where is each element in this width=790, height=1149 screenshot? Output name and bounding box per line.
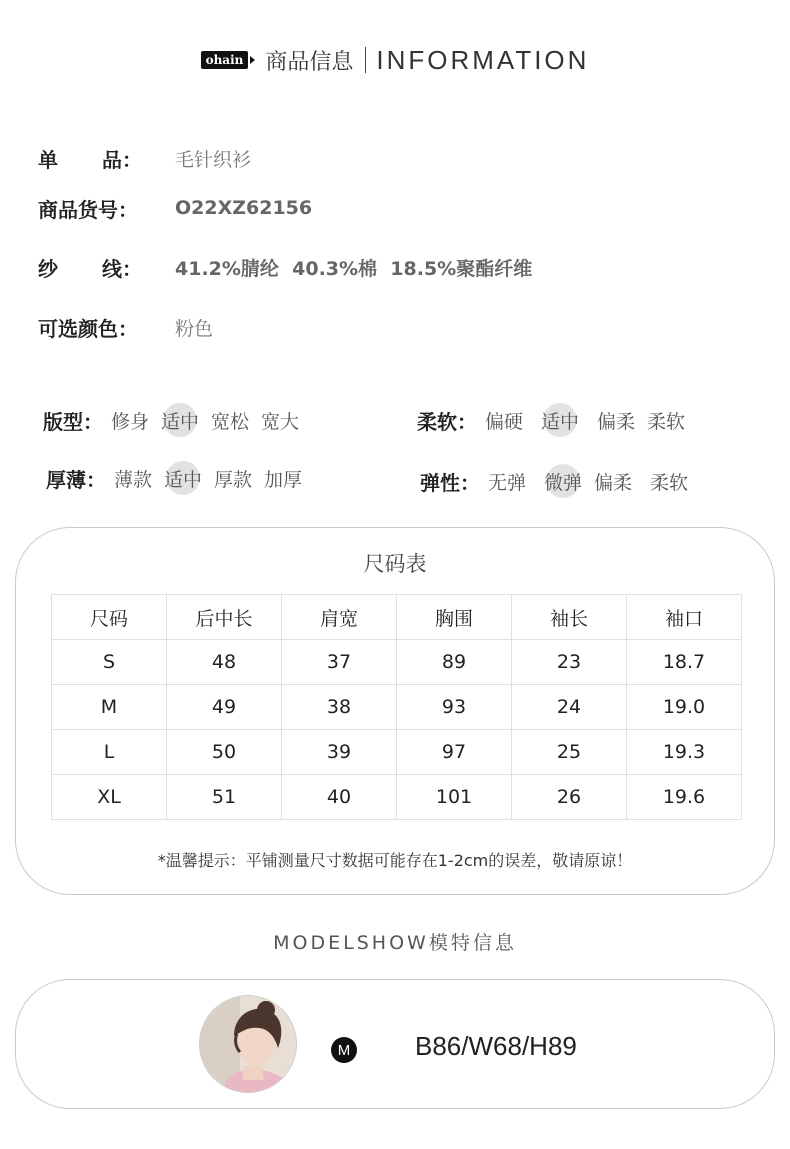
size-table — [51, 594, 742, 820]
attr-thickness — [46, 463, 314, 493]
table-cell: 97 — [397, 730, 512, 775]
info-row-item — [38, 143, 251, 173]
attr-elasticity — [420, 466, 700, 496]
attr-option: 偏柔 — [594, 471, 633, 494]
table-cell: 25 — [512, 730, 627, 775]
table-cell: 93 — [397, 685, 512, 730]
attr-fit — [43, 405, 311, 435]
info-row-sku — [38, 193, 312, 223]
info-label-part: 单 — [38, 147, 58, 172]
table-cell: 37 — [282, 640, 397, 685]
attr-label: 版型： — [43, 409, 103, 434]
attr-option-selected: 适中 — [541, 407, 579, 434]
model-avatar — [199, 995, 297, 1093]
info-row-yarn — [38, 252, 532, 282]
model-section-title: MODELSHOW模特信息 — [273, 932, 517, 954]
attr-label: 厚薄： — [46, 467, 106, 492]
brand-logo-text: ohain — [201, 51, 249, 69]
table-cell: 18.7 — [627, 640, 742, 685]
table-row — [52, 730, 742, 775]
table-cell: 40 — [282, 775, 397, 820]
table-cell: L — [52, 730, 167, 775]
attr-option: 宽大 — [261, 410, 300, 433]
table-header-cell: 袖口 — [627, 595, 742, 640]
attr-option: 柔软 — [647, 410, 686, 433]
size-chart-note: *温馨提示：平铺测量尺寸数据可能存在1-2cm的误差，敬请原谅！ — [157, 851, 633, 870]
info-label: 可选颜色： — [38, 316, 138, 341]
table-cell: 23 — [512, 640, 627, 685]
table-cell: M — [52, 685, 167, 730]
table-cell: 48 — [167, 640, 282, 685]
table-cell: 26 — [512, 775, 627, 820]
info-label-part: 线： — [102, 256, 142, 281]
brand-logo — [201, 51, 256, 69]
table-cell: 39 — [282, 730, 397, 775]
attr-option-selected: 微弹 — [544, 468, 582, 495]
table-cell: 38 — [282, 685, 397, 730]
info-label-part: 纱 — [38, 256, 58, 281]
model-measurements: B86/W68/H89 — [415, 1031, 577, 1061]
table-cell: 19.0 — [627, 685, 742, 730]
info-value: 41.2%腈纶 40.3%棉 18.5%聚酯纤维 — [175, 257, 533, 280]
table-row — [52, 685, 742, 730]
section-title-en: INFORMATION — [376, 44, 590, 75]
attr-option: 偏硬 — [485, 410, 524, 433]
attr-option: 修身 — [111, 410, 150, 433]
attr-softness — [417, 405, 697, 435]
table-header-cell: 袖长 — [512, 595, 627, 640]
info-row-color — [38, 312, 213, 342]
info-value: 毛针织衫 — [175, 148, 252, 171]
attr-option-selected: 适中 — [161, 407, 199, 434]
info-label — [38, 253, 142, 282]
attr-option: 薄款 — [114, 468, 153, 491]
info-value: 粉色 — [175, 317, 214, 340]
attr-option-selected: 适中 — [164, 465, 202, 492]
table-header-cell: 胸围 — [397, 595, 512, 640]
info-value: O22XZ62156 — [175, 197, 313, 219]
table-header-cell: 后中长 — [167, 595, 282, 640]
table-header-cell: 尺码 — [52, 595, 167, 640]
table-row — [52, 775, 742, 820]
table-cell: XL — [52, 775, 167, 820]
attr-label: 弹性： — [420, 470, 480, 495]
table-cell: 51 — [167, 775, 282, 820]
model-size-badge: M — [331, 1037, 357, 1063]
table-header-cell: 肩宽 — [282, 595, 397, 640]
size-chart-title: 尺码表 — [363, 552, 427, 576]
table-cell: 19.3 — [627, 730, 742, 775]
title-divider — [365, 47, 366, 73]
attr-label: 柔软： — [417, 409, 477, 434]
table-cell: 50 — [167, 730, 282, 775]
section-header — [0, 40, 790, 80]
info-label-part: 品： — [102, 147, 142, 172]
model-card — [15, 979, 775, 1109]
attr-option: 偏柔 — [597, 410, 636, 433]
attr-option: 柔软 — [650, 471, 689, 494]
table-cell: 101 — [397, 775, 512, 820]
table-cell: 19.6 — [627, 775, 742, 820]
table-cell: 24 — [512, 685, 627, 730]
info-label — [38, 144, 142, 173]
play-icon — [250, 56, 255, 64]
table-cell: 89 — [397, 640, 512, 685]
section-title-cn: 商品信息 — [265, 49, 354, 75]
table-cell: 49 — [167, 685, 282, 730]
model-portrait-image — [200, 996, 296, 1092]
attr-option: 宽松 — [211, 410, 250, 433]
table-cell: S — [52, 640, 167, 685]
attr-option: 厚款 — [214, 468, 253, 491]
info-label: 商品货号： — [38, 197, 138, 222]
attr-option: 无弹 — [488, 471, 527, 494]
attr-option: 加厚 — [264, 468, 303, 491]
table-row — [52, 640, 742, 685]
table-header-row — [52, 595, 742, 640]
